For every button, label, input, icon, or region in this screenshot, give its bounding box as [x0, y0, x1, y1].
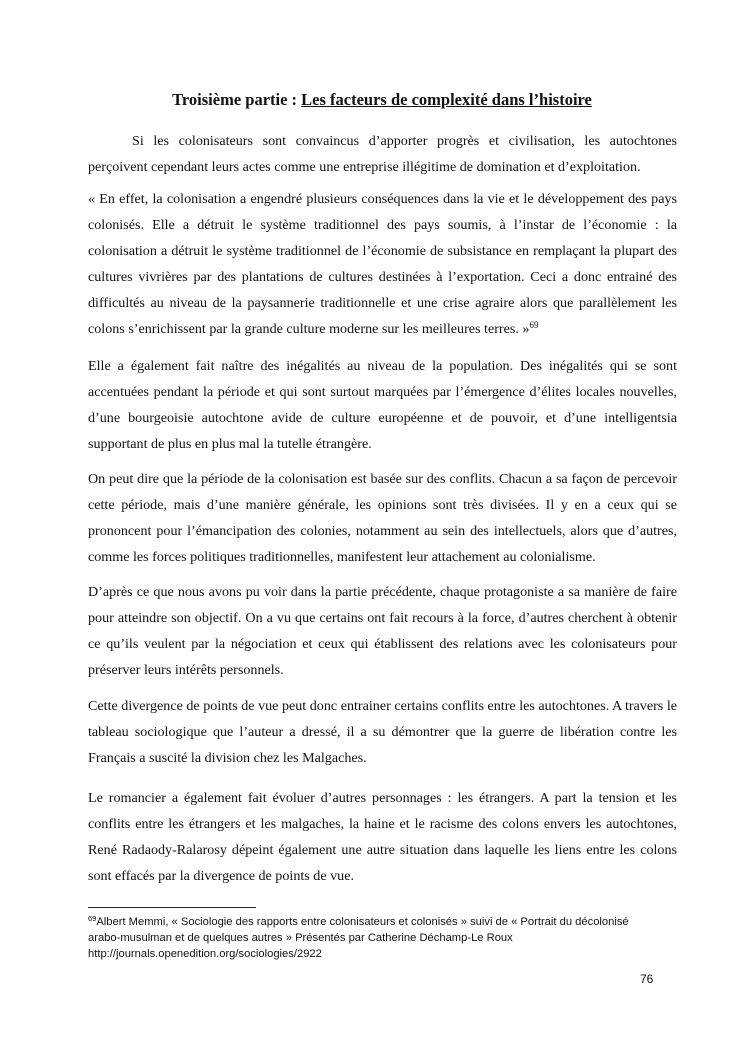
paragraph-divergence: Cette divergence de points de vue peut donc entrainer certains conflits entre les autochtones. A travers le tableau sociologique que l’auteur a dressé, il a su démontrer que la guerre de libération contre les Français a suscité la division chez les Malgaches.	[88, 698, 677, 766]
footnote-line-1-text: Albert Memmi, « Sociologie des rapports entre colonisateurs et colonisés » suivi de « Portrait du décolonisé	[96, 916, 629, 928]
paragraph-conflicts: On peut dire que la période de la colonisation est basée sur des conflits. Chacun a sa façon de percevoir cette période, mais d’une manière générale, les opinions sont très divisées. Il y en a ceux qui se prononcent pour l’émancipation des colonies, notamment au sein des intellectuels, alors que d’autres, comme les forces politiques traditionnelles, manifestent leur attachement au colonialisme.	[88, 471, 677, 565]
page-number: 76	[640, 972, 654, 986]
paragraph-quote-text: « En effet, la colonisation a engendré plusieurs conséquences dans la vie et le développement des pays colonisés. Elle a détruit le système traditionnel des pays soumis, à l’instar de l’économie : la colonisation a détruit le système traditionnel de l’économie de subsistance en remplaçant la plupart des cultures vivrières par des plantations de cultures destinées à l’exportation. Ceci a donc entrainé des difficultés au niveau de la paysannerie traditionnelle et une crise agraire alors que parallèlement les colons s’enrichissent par la grande culture moderne sur les meilleures terres. »	[88, 191, 677, 337]
section-title-prefix: Troisième partie :	[172, 90, 302, 109]
footnote-separator	[88, 907, 256, 908]
paragraph-foreigners: Le romancier a également fait évoluer d’autres personnages : les étrangers. A part la tension et les conflits entre les étrangers et les malgaches, la haine et le racisme des colons envers les autochtones, René Radaody-Ralarosy dépeint également une autre situation dans laquelle les liens entre les colons sont effacés par la divergence de points de vue.	[88, 790, 677, 884]
paragraph-inequalities: Elle a également fait naître des inégalités au niveau de la population. Des inégalités qui se sont accentuées pendant la période et qui sont surtout marquées par l’émergence d’élites locales nouvelles, d’une bourgeoisie autochtone avide de culture européenne et de pouvoir, et d’une intelligentsia supportant de plus en plus mal la tutelle étrangère.	[88, 358, 677, 452]
paragraph-protagonists: D’après ce que nous avons pu voir dans la partie précédente, chaque protagoniste a sa manière de faire pour atteindre son objectif. On a vu que certains ont fait recours à la force, d’autres cherchent à obtenir ce qu’ils veulent par la négociation et ceux qui établissent des relations avec les colonisateurs pour préserver leurs intérêts personnels.	[88, 584, 677, 678]
footnote-line-1	[88, 914, 678, 930]
footnote-url-link[interactable]: http://journals.openedition.org/sociologies/2922	[88, 948, 322, 960]
paragraph-intro: Si les colonisateurs sont convaincus d’apporter progrès et civilisation, les autochtones perçoivent cependant leurs actes comme une entreprise illégitime de domination et d’exploitation.	[88, 133, 677, 175]
footnote-reference[interactable]: 69	[529, 320, 539, 330]
paragraph-quote	[88, 186, 677, 342]
section-title	[88, 89, 676, 111]
footnote-number: 69	[88, 914, 97, 923]
footnote-line-2: arabo-musulman et de quelques autres » Présentés par Catherine Déchamp-Le Roux	[88, 932, 513, 944]
section-title-underlined: Les facteurs de complexité dans l’histoire	[301, 90, 592, 109]
footnote	[88, 914, 678, 962]
